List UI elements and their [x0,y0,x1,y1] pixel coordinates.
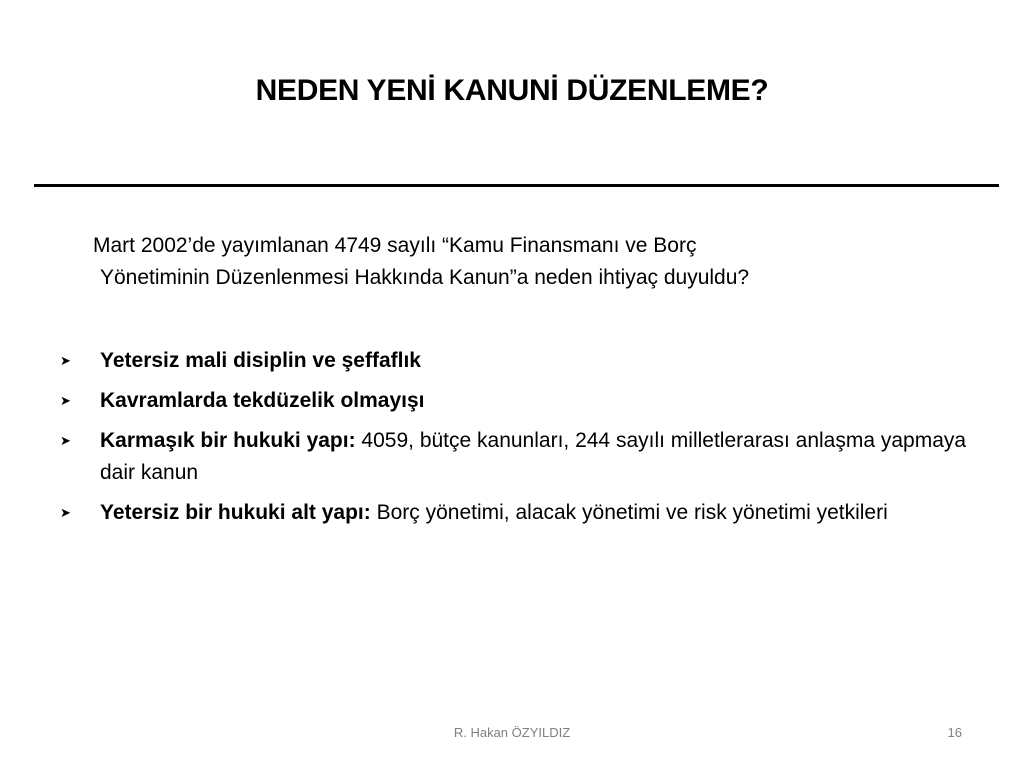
bullet-list [60,345,980,537]
bullet-text: Borç yönetimi, alacak yönetimi ve risk yönetimi yetkileri [370,501,888,524]
intro-line-2: Yönetiminin Düzenlenmesi Hakkında Kanun”a neden ihtiyaç duyuldu? [100,266,750,289]
arrow-bullet-icon: ➤ [60,393,71,408]
slide-title: NEDEN YENİ KANUNİ DÜZENLEME? [255,74,769,107]
intro-line-1: Mart 2002’de yayımlanan 4749 sayılı “Kamu Finansmanı ve Borç [93,234,697,257]
arrow-bullet-icon: ➤ [60,433,71,448]
bullet-item [60,385,980,417]
title-divider [34,184,999,187]
arrow-bullet-icon: ➤ [60,505,71,520]
bullet-item [60,497,980,529]
intro-paragraph [90,230,970,294]
bullet-lead: Yetersiz bir hukuki alt yapı: [100,501,371,524]
bullet-item [60,425,980,489]
arrow-bullet-icon: ➤ [60,353,71,368]
bullet-lead: Kavramlarda tekdüzelik olmayışı [100,389,425,412]
page-number: 16 [947,725,962,740]
bullet-item [60,345,980,377]
bullet-lead: Yetersiz mali disiplin ve şeffaflık [100,349,421,372]
footer-author: R. Hakan ÖZYILDIZ [453,725,571,740]
bullet-lead: Karmaşık bir hukuki yapı: [100,429,356,452]
bullet-text: 4059, bütçe kanunları, 244 sayılı milletlerarası anlaşma yapmaya dair kanun [100,429,967,484]
